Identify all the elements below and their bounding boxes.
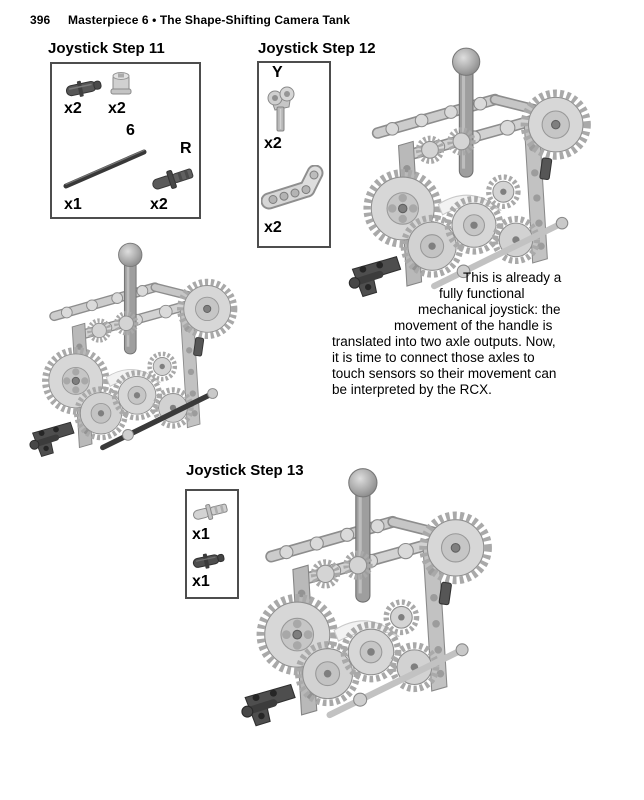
note-line: touch sensors so their movement can	[332, 366, 557, 381]
qty-label: x1	[192, 526, 210, 543]
axle-6-black-icon	[60, 144, 152, 192]
chapter-header: Masterpiece 6 • The Shape-Shifting Camera Tank	[68, 13, 350, 27]
note-line: fully functional	[439, 286, 525, 301]
step-13-title: Joystick Step 13	[186, 462, 304, 479]
qty-label: x2	[264, 135, 282, 152]
qty-label: x2	[264, 219, 282, 236]
axle-length-label: 6	[126, 122, 135, 139]
qty-label: x2	[64, 100, 82, 117]
page-number: 396	[30, 13, 51, 27]
qty-label: x1	[192, 573, 210, 590]
qty-label: x1	[64, 196, 82, 213]
step-12-title: Joystick Step 12	[258, 40, 376, 57]
note-line: translated into two axle outputs. Now,	[332, 334, 556, 349]
step-11-parts-box	[50, 62, 201, 219]
qty-label: x2	[150, 196, 168, 213]
note-line: it is time to connect those axles to	[332, 350, 535, 365]
pole-reverser-handle-icon	[267, 85, 295, 133]
technic-pin-dark-icon	[192, 548, 226, 572]
bent-liftarm-light-icon	[261, 165, 325, 215]
note-paragraph	[332, 270, 562, 398]
note-line: be interpreted by the RCX.	[332, 382, 492, 397]
step-11-title: Joystick Step 11	[48, 40, 165, 57]
step-11-assembly-illustration	[20, 226, 254, 480]
step-12-assembly-illustration	[336, 45, 612, 307]
part-letter-label: R	[180, 140, 192, 157]
technic-pin-dark-icon	[64, 74, 104, 100]
note-line: mechanical joystick: the	[418, 302, 561, 317]
step-12-parts-box	[257, 61, 331, 248]
part-letter-label: Y	[272, 64, 283, 81]
note-line: movement of the handle is	[394, 318, 553, 333]
axle-pin-dark-icon	[150, 162, 196, 196]
technic-bush-light-icon	[110, 70, 132, 98]
axle-pin-light-icon	[192, 498, 230, 524]
step-13-assembly-illustration	[230, 464, 512, 738]
note-line: This is already a	[463, 270, 562, 285]
qty-label: x2	[108, 100, 126, 117]
